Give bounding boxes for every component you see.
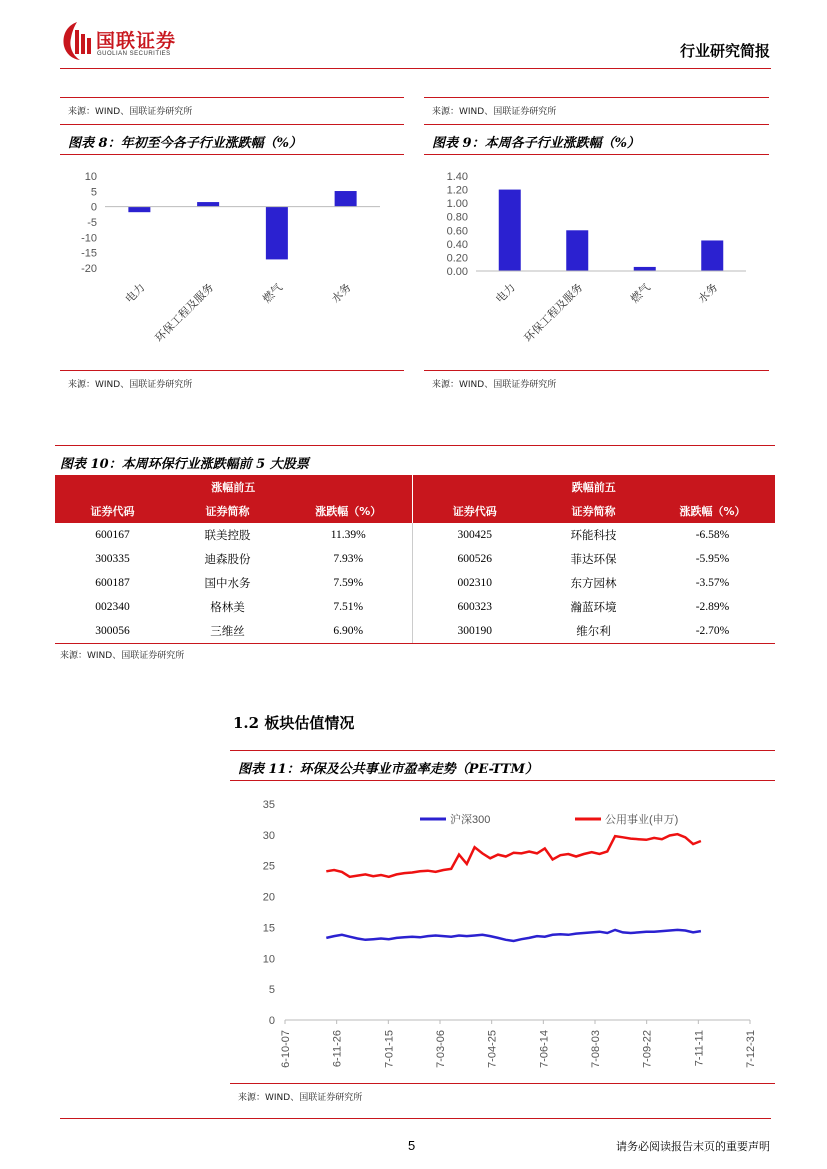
table-row [55, 619, 775, 643]
fig-rule [60, 154, 404, 155]
x-tick-label: 环保工程及服务 [153, 281, 217, 345]
y-tick-label: -5 [87, 217, 97, 229]
fig-rule [230, 1083, 775, 1084]
x-tick-label: 燃气 [628, 281, 653, 306]
table-cell: 600167 [95, 529, 130, 541]
fig-rule [424, 97, 769, 98]
table-cell: -3.57% [695, 577, 730, 589]
figure9-chart [424, 158, 769, 368]
bar [499, 190, 521, 271]
table-cell: -5.95% [695, 553, 730, 565]
x-tick-label: 水务 [329, 281, 354, 306]
y-tick-label: 25 [262, 860, 275, 873]
fig-rule [424, 154, 769, 155]
figure9-title: 图表 9：本周各子行业涨跌幅（%） [432, 136, 640, 151]
x-tick-label: 电力 [493, 281, 518, 306]
figure8-title: 图表 8：年初至今各子行业涨跌幅（%） [68, 136, 302, 151]
col-header: 证券简称 [170, 499, 285, 523]
y-tick-label: 1.00 [446, 198, 468, 211]
figure11-chart [230, 784, 775, 1080]
bar [335, 191, 357, 207]
col-header: 证券代码 [412, 499, 537, 523]
bar [266, 207, 288, 260]
col-header: 涨跌幅（%） [650, 499, 775, 523]
figure9-source: 来源：WIND、国联证券研究所 [432, 380, 557, 390]
figure8-chart [60, 158, 404, 368]
x-tick-label: 6-10-07 [280, 1030, 292, 1068]
group-header-down: 跌幅前五 [412, 475, 775, 499]
fig-rule [60, 370, 404, 371]
y-tick-label: 0.20 [446, 252, 468, 265]
x-tick-label: 环保工程及服务 [522, 281, 586, 345]
y-tick-label: -20 [81, 263, 97, 275]
table-cell: 7.59% [333, 577, 364, 589]
table-cell: 东方园林 [570, 578, 617, 590]
table-cell: -2.89% [695, 601, 730, 613]
table-cell: 联美控股 [204, 530, 251, 542]
x-tick-label: 7-09-22 [641, 1030, 654, 1068]
y-tick-label: 10 [262, 953, 275, 966]
x-tick-label: 7-12-31 [745, 1030, 757, 1068]
figure8-source: 来源：WIND、国联证券研究所 [68, 380, 193, 390]
bar [566, 230, 588, 271]
fig-rule [230, 780, 775, 781]
table-cell: 菲达环保 [570, 554, 617, 566]
y-tick-label: 0.60 [446, 225, 468, 238]
fig-rule [60, 97, 404, 98]
page-header [60, 20, 770, 68]
x-tick-label: 7-08-03 [590, 1030, 602, 1068]
footer-disclaimer: 请务必阅读报告末页的重要声明 [616, 1140, 770, 1153]
legend-label: 公用事业(申万) [605, 814, 679, 826]
table-cell: 300056 [55, 619, 170, 643]
y-tick-label: 1.40 [446, 171, 468, 183]
company-logo [60, 20, 220, 64]
table-cell: 环能科技 [570, 530, 617, 542]
legend-label: 沪深300 [450, 814, 491, 826]
bar [701, 240, 723, 271]
table-cell: 002310 [412, 571, 537, 595]
fig-rule [55, 445, 775, 446]
table-cell: 6.90% [285, 619, 412, 643]
x-tick-label: 7-03-06 [435, 1030, 447, 1068]
figure11-source: 来源：WIND、国联证券研究所 [238, 1093, 363, 1103]
table-cell: 300190 [412, 619, 537, 643]
col-header: 证券代码 [55, 499, 170, 523]
x-tick-label: 7-06-14 [538, 1030, 551, 1068]
table-row [55, 571, 775, 595]
table-cell: 三维丝 [170, 619, 285, 643]
table-cell: 600526 [412, 547, 537, 571]
table-cell: 002340 [95, 601, 130, 613]
top-source-right: 来源：WIND、国联证券研究所 [432, 107, 557, 117]
y-tick-label: 10 [84, 171, 97, 183]
table-cell: -6.58% [695, 529, 730, 541]
x-tick-label: 燃气 [260, 281, 285, 306]
fig-rule [230, 750, 775, 751]
x-tick-label: 6-11-26 [331, 1030, 344, 1068]
y-tick-label: -10 [81, 232, 97, 245]
group-header-up: 涨幅前五 [55, 475, 412, 499]
fig-rule [60, 124, 404, 125]
figure11-title: 图表 11：环保及公共事业市盈率走势（PE-TTM） [238, 762, 539, 777]
y-tick-label: 5 [268, 984, 275, 997]
footer-divider [60, 1118, 771, 1119]
table-cell: 瀚蓝环境 [570, 602, 617, 614]
table-cell: 11.39% [330, 529, 366, 541]
y-tick-label: 0.00 [446, 266, 468, 278]
fig-rule [424, 124, 769, 125]
table-row [55, 523, 775, 547]
y-tick-label: 5 [90, 186, 97, 199]
section-title: 1.2 板块估值情况 [233, 714, 355, 732]
table-cell: 300335 [95, 553, 130, 565]
table-row [55, 595, 775, 619]
table-cell: 7.51% [333, 601, 364, 613]
top-stocks-table [55, 475, 775, 644]
y-tick-label: 0.40 [446, 238, 468, 251]
series-line [326, 930, 701, 941]
x-tick-label: 电力 [123, 281, 148, 306]
table-cell: 格林美 [210, 602, 245, 614]
table-cell: 维尔利 [537, 619, 650, 643]
figure10-source: 来源：WIND、国联证券研究所 [60, 651, 185, 661]
logo-text: 国联证券 [96, 30, 177, 52]
table-cell: 600187 [95, 577, 130, 589]
logo-emblem-icon [60, 20, 94, 62]
x-tick-label: 7-04-25 [486, 1030, 499, 1068]
y-tick-label: 15 [262, 922, 275, 935]
bar [634, 267, 656, 271]
x-tick-label: 水务 [696, 281, 721, 306]
page-number: 5 [408, 1138, 416, 1153]
figure10-title: 图表 10：本周环保行业涨跌幅前 5 大股票 [60, 457, 309, 472]
table-cell: 迪森股份 [204, 554, 251, 566]
table-row [55, 547, 775, 571]
y-tick-label: 30 [262, 829, 275, 842]
table-cell: 300425 [412, 523, 537, 547]
y-tick-label: 0 [268, 1015, 275, 1027]
series-line [326, 834, 701, 877]
bar [128, 207, 150, 213]
col-header: 涨跌幅（%） [285, 499, 412, 523]
y-tick-label: 0 [90, 201, 97, 214]
table-cell: -2.70% [650, 619, 775, 643]
y-tick-label: 35 [262, 799, 275, 811]
col-header: 证券简称 [537, 499, 650, 523]
report-type: 行业研究简报 [679, 42, 770, 60]
x-tick-label: 7-11-11 [693, 1030, 706, 1067]
x-tick-label: 7-01-15 [383, 1030, 396, 1068]
table-cell: 7.93% [333, 553, 364, 565]
y-tick-label: 20 [262, 891, 275, 904]
logo-subtext: GUOLIAN SECURITIES [97, 51, 171, 57]
y-tick-label: -15 [81, 247, 97, 260]
y-tick-label: 0.80 [446, 211, 468, 224]
table-cell: 600323 [412, 595, 537, 619]
top-source-left: 来源：WIND、国联证券研究所 [68, 107, 193, 117]
bar [197, 202, 219, 207]
y-tick-label: 1.20 [446, 184, 468, 197]
fig-rule [424, 370, 769, 371]
header-divider [60, 68, 771, 69]
table-cell: 国中水务 [204, 578, 251, 590]
